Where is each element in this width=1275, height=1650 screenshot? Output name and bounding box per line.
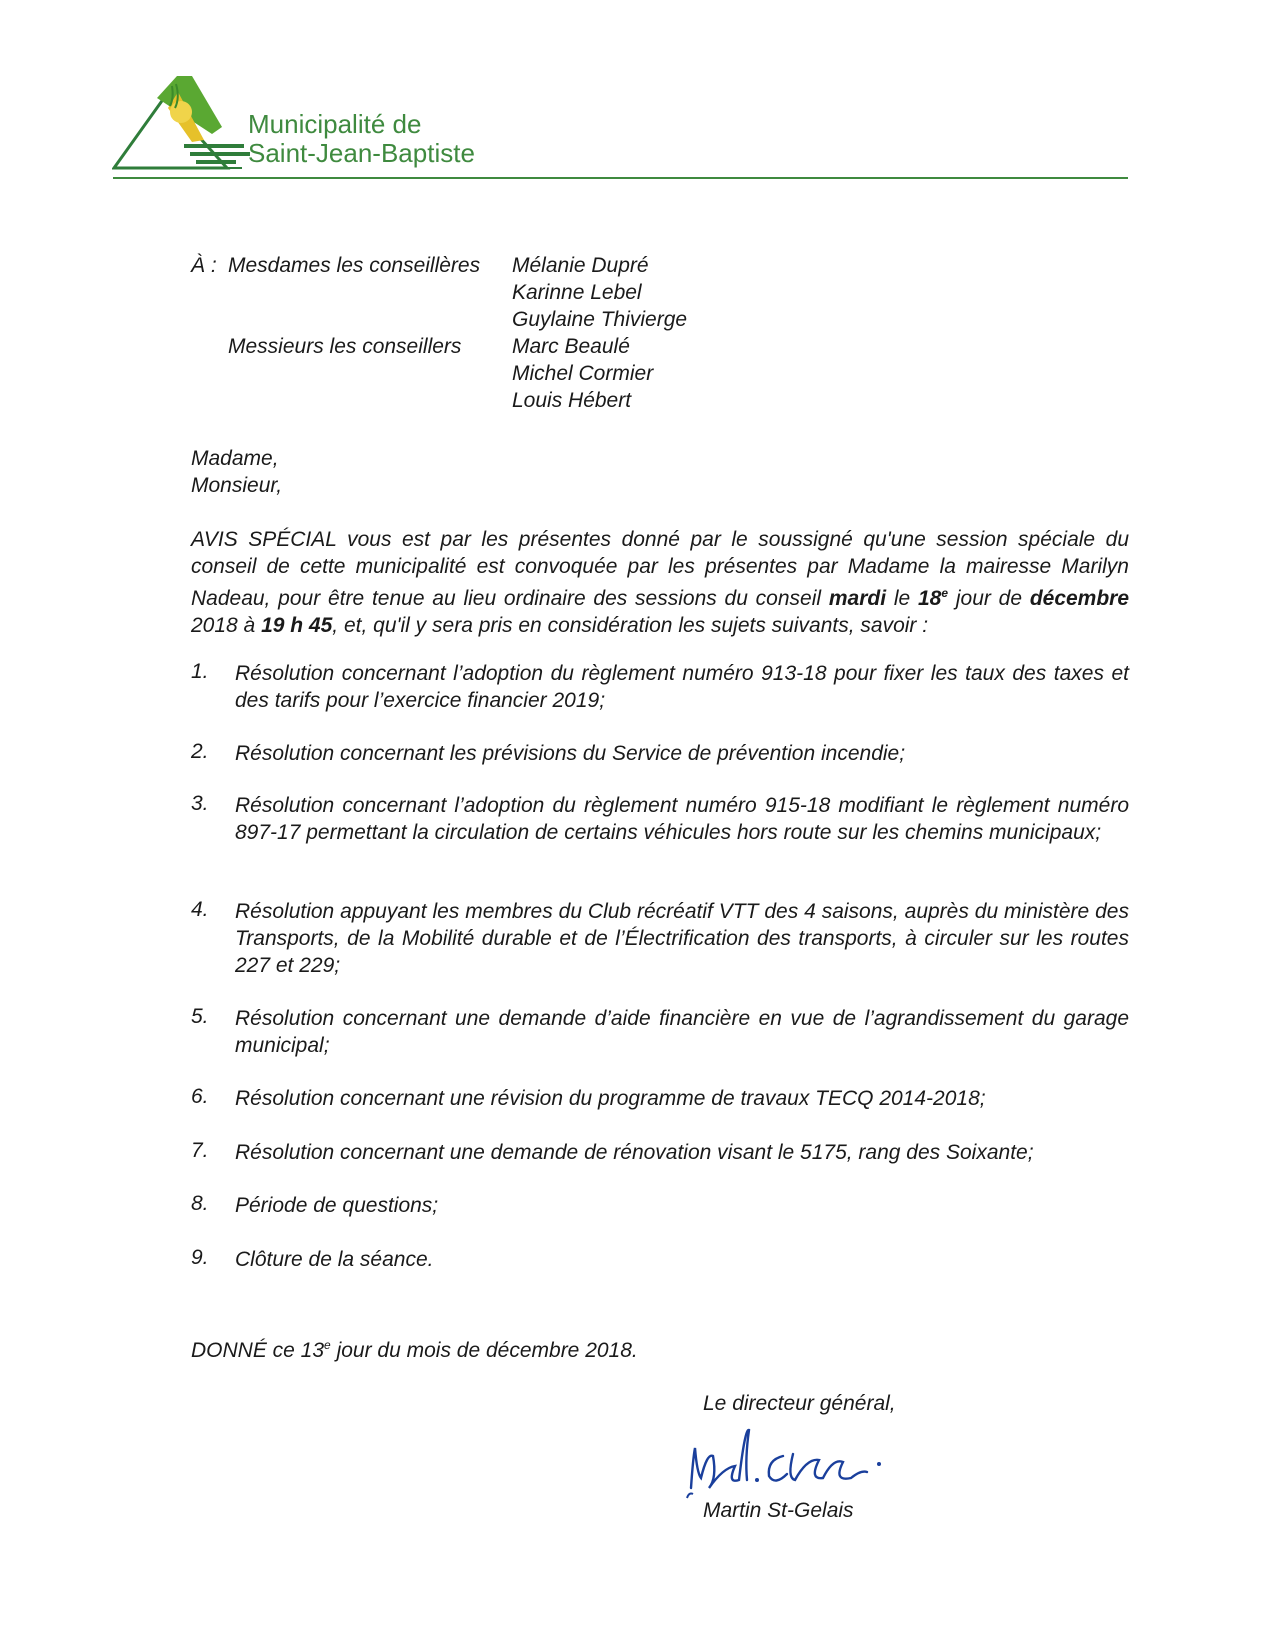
agenda-item-text: Résolution concernant l’adoption du règlement numéro 915-18 modifiant le règlement numéro 897-17 permettant la circulation de certains véhicules hors route sur les chemins municipaux; xyxy=(235,794,1129,844)
agenda-item-text: Résolution concernant les prévisions du Service de prévention incendie; xyxy=(235,742,906,765)
signatory-name: Martin St-Gelais xyxy=(703,1499,854,1522)
notice-year: 2018 à xyxy=(191,614,256,637)
logo-line-2: Saint-Jean-Baptiste xyxy=(248,138,475,168)
recipient-name: Michel Cormier xyxy=(512,362,654,385)
notice-paragraph xyxy=(191,526,1129,639)
recipient-name: Mélanie Dupré xyxy=(512,254,649,277)
agenda-item-text: Résolution concernant une demande de rénovation visant le 5175, rang des Soixante; xyxy=(235,1141,1034,1164)
recipient-name: Louis Hébert xyxy=(512,389,632,412)
logo-text xyxy=(248,110,475,168)
agenda-item-number: 4. xyxy=(191,898,209,921)
recipient-name: Karinne Lebel xyxy=(512,281,642,304)
salutation-line: Monsieur, xyxy=(191,474,283,497)
salutation xyxy=(191,445,282,499)
agenda-item-text: Résolution appuyant les membres du Club récréatif VTT des 4 saisons, auprès du ministère des Transports, de la Mobilité durable et de l’Électrification des transports, à circuler sur les routes 227 et 229; xyxy=(235,900,1129,977)
agenda-item-number: 6. xyxy=(191,1085,209,1108)
handwritten-signature-icon xyxy=(683,1418,913,1503)
notice-time: 19 h 45 xyxy=(261,614,333,637)
agenda-item-number: 5. xyxy=(191,1005,209,1028)
recipient-prefix: À : xyxy=(191,254,217,277)
agenda-item-number: 8. xyxy=(191,1192,209,1215)
agenda-item-text: Résolution concernant l’adoption du règlement numéro 913-18 pour fixer les taux des taxes et des tarifs pour l’exercice financier 2019; xyxy=(235,662,1129,712)
agenda-item-text: Résolution concernant une demande d’aide financière en vue de l’agrandissement du garage municipal; xyxy=(235,1007,1129,1057)
agenda-item-number: 2. xyxy=(191,740,209,763)
notice-day-word: mardi xyxy=(828,587,887,610)
recipient-name: Marc Beaulé xyxy=(512,335,630,358)
logo-line-1: Municipalité de xyxy=(248,109,422,139)
notice-text: AVIS SPÉCIAL vous est par les présentes donné par le soussigné qu'une session spéciale du conseil de cette municipalité est convoquée par les présentes par Madame la mairesse Marilyn Nadeau, pour être tenue au lieu ordinaire des sessions du conseil xyxy=(191,528,1129,610)
notice-le: le xyxy=(893,587,911,610)
notice-jour-de: jour de xyxy=(955,587,1023,610)
agenda-item-number: 7. xyxy=(191,1139,209,1162)
header-divider xyxy=(113,177,1128,179)
agenda-item-text: Clôture de la séance. xyxy=(235,1248,434,1271)
salutation-line: Madame, xyxy=(191,447,279,470)
notice-day-number: 18e xyxy=(918,586,949,610)
agenda-item-text: Période de questions; xyxy=(235,1194,439,1217)
agenda-item-number: 9. xyxy=(191,1246,209,1269)
agenda-item-text: Résolution concernant une révision du programme de travaux TECQ 2014-2018; xyxy=(235,1087,986,1110)
notice-month: décembre xyxy=(1029,587,1130,610)
notice-text-end: , et, qu'il y sera pris en considération les sujets suivants, savoir : xyxy=(332,614,929,637)
agenda-item-number: 1. xyxy=(191,660,209,683)
recipient-group-2-label: Messieurs les conseillers xyxy=(228,335,462,358)
signature-title: Le directeur général, xyxy=(703,1392,896,1415)
given-date: DONNÉ ce 13e jour du mois de décembre 2018. xyxy=(191,1338,638,1362)
recipient-group-1-label: Mesdames les conseillères xyxy=(228,254,481,277)
recipient-name: Guylaine Thivierge xyxy=(512,308,688,331)
agenda-item-number: 3. xyxy=(191,792,209,815)
